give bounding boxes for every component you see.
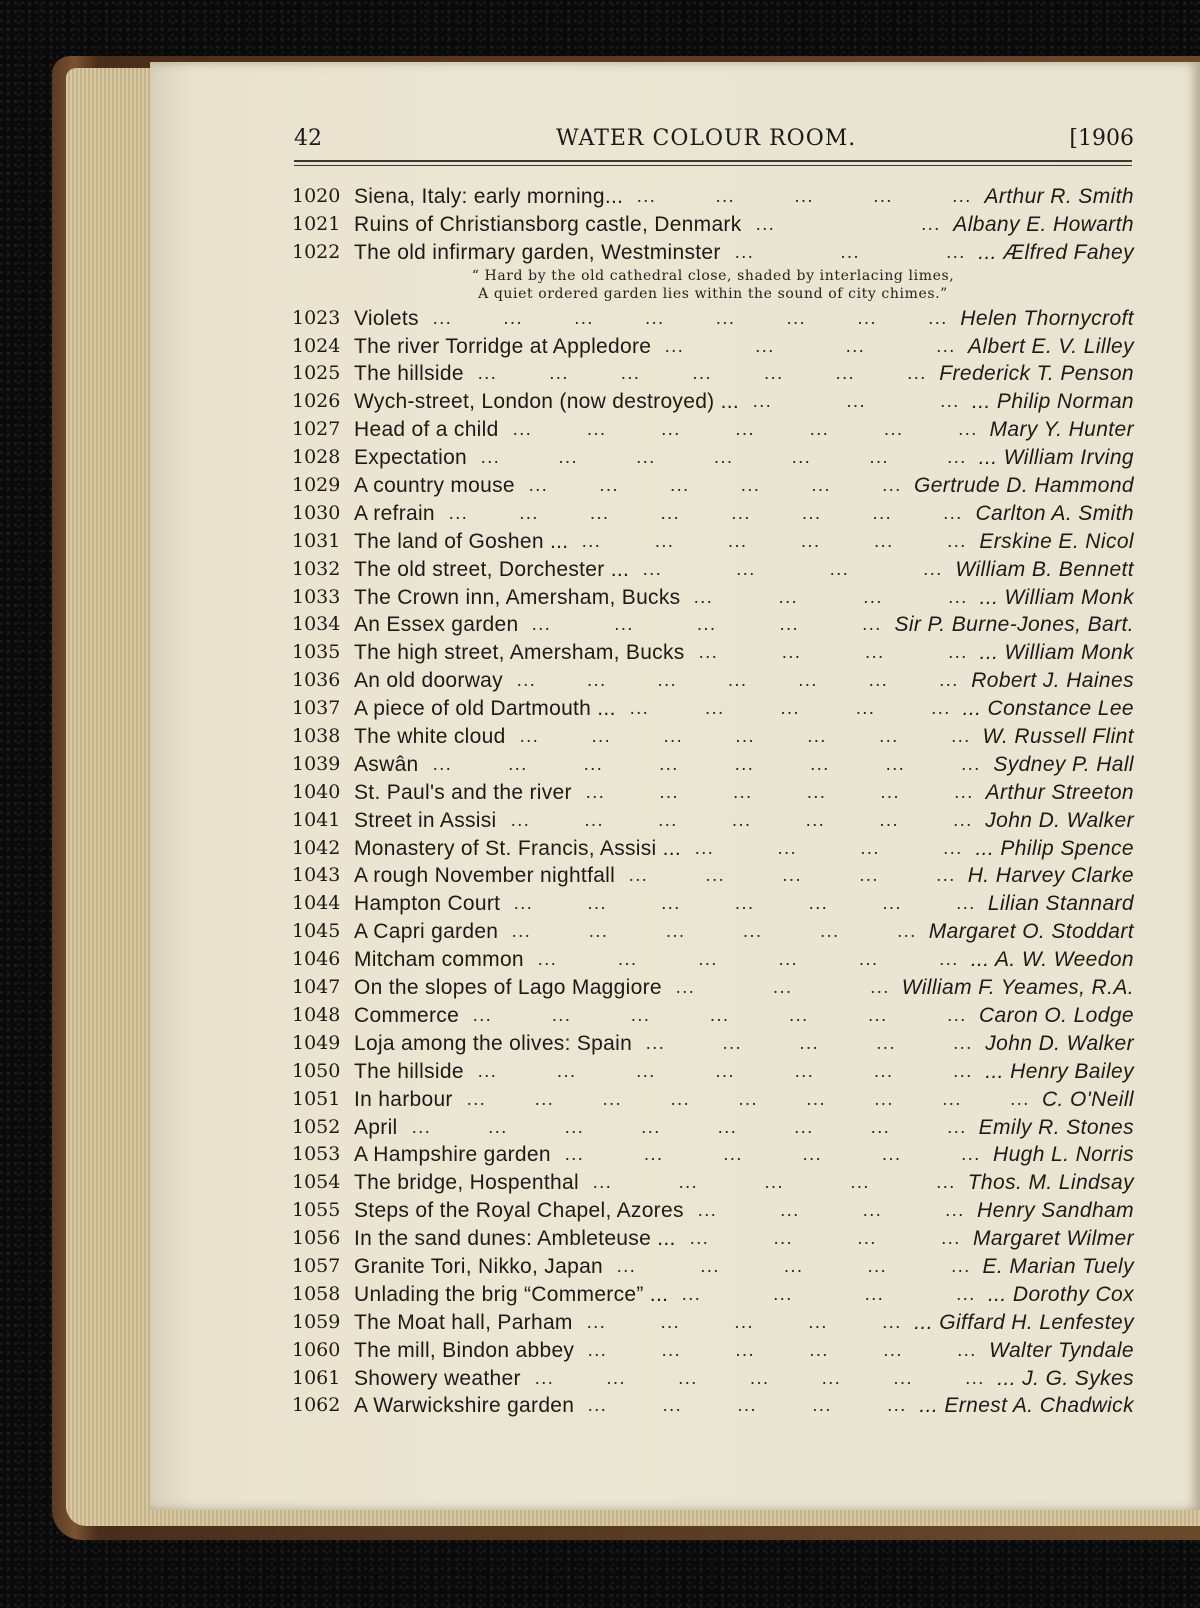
header-rule bbox=[294, 160, 1132, 162]
catalogue-number: 1030 bbox=[292, 501, 341, 524]
dot-leader: ... ... ... ... ... ... ... bbox=[517, 670, 959, 691]
artwork-title: On the slopes of Lago Maggiore bbox=[354, 976, 662, 1000]
artwork-title: The Moat hall, Parham bbox=[354, 1310, 573, 1334]
artist-name: Sir P. Burne-Jones, Bart. bbox=[894, 613, 1134, 637]
artwork-title: The old infirmary garden, Westminster bbox=[354, 240, 721, 264]
catalogue-number: 1032 bbox=[292, 557, 341, 580]
dot-leader: ... ... ... ... ... ... bbox=[565, 1144, 981, 1165]
list-item bbox=[292, 807, 1134, 835]
dot-leader: ... ... ... ... ... ... ... bbox=[478, 363, 927, 384]
artist-name: Hugh L. Norris bbox=[993, 1143, 1134, 1167]
dot-leader: ... ... ... ... bbox=[665, 335, 956, 356]
artist-name: Carlton A. Smith bbox=[975, 501, 1134, 525]
catalogue-number: 1050 bbox=[292, 1059, 341, 1082]
artist-name: H. Harvey Clarke bbox=[967, 864, 1134, 888]
artwork-title: A refrain bbox=[354, 501, 435, 525]
catalogue-number: 1039 bbox=[292, 752, 341, 775]
catalogue-number: 1020 bbox=[292, 185, 341, 207]
list-item bbox=[292, 444, 1134, 472]
dot-leader: ... ... ... ... ... bbox=[646, 1032, 973, 1053]
artwork-title: Granite Tori, Nikko, Japan bbox=[354, 1254, 604, 1278]
dot-leader: ... ... ... ... bbox=[695, 837, 963, 858]
artist-name: Arthur R. Smith bbox=[984, 185, 1134, 208]
artwork-title: Steps of the Royal Chapel, Azores bbox=[354, 1199, 684, 1223]
catalogue-number: 1041 bbox=[292, 808, 341, 831]
catalogue-number: 1028 bbox=[292, 446, 341, 469]
dot-leader: ... ... bbox=[756, 213, 941, 234]
dot-leader: ... ... ... ... ... ... bbox=[529, 475, 902, 496]
artwork-title: The land of Goshen ... bbox=[354, 529, 569, 553]
artist-name: Walter Tyndale bbox=[989, 1338, 1134, 1362]
catalogue-number: 1021 bbox=[292, 212, 341, 235]
artist-name: Caron O. Lodge bbox=[978, 1003, 1134, 1027]
artwork-title: A Warwickshire garden bbox=[354, 1394, 575, 1418]
dot-leader: ... ... ... ... ... ... ... bbox=[478, 1060, 973, 1081]
artist-name: Erskine E. Nicol bbox=[979, 529, 1134, 553]
artwork-title: The hillside bbox=[354, 362, 464, 386]
dot-leader: ... ... ... ... ... ... bbox=[538, 949, 959, 970]
catalogue-number: 1061 bbox=[292, 1366, 341, 1389]
artist-name: John D. Walker bbox=[985, 1031, 1134, 1055]
list-item bbox=[292, 611, 1134, 639]
catalogue-number: 1062 bbox=[292, 1394, 341, 1417]
catalogue-number: 1046 bbox=[292, 948, 341, 971]
list-item bbox=[292, 360, 1134, 388]
artist-name: ... Giffard H. Lenfestey bbox=[914, 1310, 1134, 1334]
artwork-title: St. Paul's and the river bbox=[354, 780, 572, 804]
artwork-title: April bbox=[354, 1115, 398, 1139]
dot-leader: ... ... ... bbox=[753, 391, 960, 412]
list-item bbox=[292, 695, 1134, 723]
dot-leader: ... ... ... ... ... ... bbox=[582, 530, 967, 551]
artwork-title: Street in Assisi bbox=[354, 808, 497, 832]
catalogue-number: 1044 bbox=[292, 892, 341, 915]
artist-name: Henry Sandham bbox=[977, 1199, 1134, 1223]
page-title: WATER COLOUR ROOM. bbox=[556, 126, 857, 151]
artwork-title: In the sand dunes: Ambleteuse ... bbox=[354, 1227, 676, 1251]
page-year: [1906 bbox=[1069, 126, 1134, 151]
artwork-title: Mitcham common bbox=[354, 948, 524, 972]
artist-name: Arthur Streeton bbox=[985, 780, 1134, 804]
artwork-title: Showery weather bbox=[354, 1366, 521, 1390]
list-item bbox=[292, 751, 1134, 779]
list-item bbox=[292, 1197, 1134, 1225]
artwork-title: In harbour bbox=[354, 1087, 453, 1111]
dot-leader: ... ... ... ... ... ... ... ... bbox=[433, 307, 948, 328]
artist-name: Thos. M. Lindsay bbox=[967, 1171, 1134, 1195]
list-item bbox=[292, 1392, 1134, 1420]
quote-line: A quiet ordered garden lies within the sound of city chimes.” bbox=[478, 285, 948, 302]
dot-leader: ... ... ... ... ... bbox=[593, 1172, 956, 1193]
artwork-title: A country mouse bbox=[354, 474, 515, 498]
catalogue-number: 1049 bbox=[292, 1031, 341, 1054]
list-item bbox=[292, 416, 1134, 444]
artwork-title: The mill, Bindon abbey bbox=[354, 1338, 575, 1362]
artist-name: ... William Monk bbox=[979, 641, 1134, 665]
artist-name: ... Ælfred Fahey bbox=[978, 240, 1134, 264]
artwork-title: Violets bbox=[354, 306, 419, 330]
dot-leader: ... ... ... ... ... ... ... ... bbox=[433, 753, 981, 774]
dot-leader: ... ... ... ... ... ... bbox=[586, 781, 974, 802]
artwork-title: Expectation bbox=[354, 446, 468, 470]
catalogue-number: 1042 bbox=[292, 836, 341, 859]
dot-leader: ... ... ... ... ... bbox=[617, 1255, 971, 1276]
artist-name: Margaret Wilmer bbox=[973, 1227, 1134, 1251]
catalogue-number: 1051 bbox=[292, 1087, 341, 1110]
catalogue-number: 1047 bbox=[292, 976, 341, 999]
artwork-title: The Crown inn, Amersham, Bucks bbox=[354, 585, 681, 609]
artwork-title: A Capri garden bbox=[354, 920, 499, 944]
list-item bbox=[292, 211, 1134, 239]
artist-name: Lilian Stannard bbox=[987, 892, 1134, 916]
artwork-title: A Hampshire garden bbox=[354, 1143, 551, 1167]
catalogue-number: 1060 bbox=[292, 1338, 341, 1361]
artist-name: ... William Monk bbox=[979, 585, 1134, 609]
list-item bbox=[292, 1281, 1134, 1309]
artist-name: Robert J. Haines bbox=[971, 669, 1134, 693]
list-item bbox=[292, 779, 1134, 807]
catalogue-number: 1055 bbox=[292, 1199, 341, 1222]
artwork-title: The hillside bbox=[354, 1059, 464, 1083]
list-item bbox=[292, 183, 1134, 211]
dot-leader: ... ... ... ... ... ... ... ... ... bbox=[467, 1088, 1030, 1109]
list-item bbox=[292, 556, 1134, 584]
artwork-title: An old doorway bbox=[354, 669, 503, 693]
list-item bbox=[292, 974, 1134, 1002]
list-item bbox=[292, 1365, 1134, 1393]
artist-name: C. O'Neill bbox=[1041, 1087, 1134, 1111]
artwork-title: A piece of old Dartmouth ... bbox=[354, 697, 616, 721]
artist-name: Margaret O. Stoddart bbox=[928, 920, 1134, 944]
catalogue-number: 1043 bbox=[292, 864, 341, 887]
artist-name: ... Dorothy Cox bbox=[987, 1282, 1134, 1306]
artist-name: Helen Thornycroft bbox=[960, 306, 1134, 330]
dot-leader: ... ... ... ... ... ... ... bbox=[520, 726, 971, 747]
artist-name: John D. Walker bbox=[985, 808, 1134, 832]
epigraph-quote bbox=[292, 267, 1134, 305]
list-item bbox=[292, 1169, 1134, 1197]
artwork-title: Wych-street, London (now destroyed) ... bbox=[354, 390, 740, 414]
artwork-title: Aswân bbox=[354, 752, 419, 776]
list-item bbox=[292, 388, 1134, 416]
list-item bbox=[292, 500, 1134, 528]
list-item bbox=[292, 1337, 1134, 1365]
list-item bbox=[292, 305, 1134, 333]
catalogue-number: 1045 bbox=[292, 920, 341, 943]
dot-leader: ... ... ... ... bbox=[698, 1200, 965, 1221]
artwork-title: Monastery of St. Francis, Assisi ... bbox=[354, 836, 682, 860]
dot-leader: ... ... ... ... ... ... ... ... bbox=[449, 502, 963, 523]
dot-leader: ... ... ... ... ... ... bbox=[512, 921, 917, 942]
dot-leader: ... ... ... ... ... ... bbox=[588, 1339, 977, 1360]
list-item bbox=[292, 835, 1134, 863]
list-item bbox=[292, 472, 1134, 500]
catalogue-number: 1036 bbox=[292, 669, 341, 692]
catalogue-number: 1033 bbox=[292, 585, 341, 608]
artwork-title: An Essex garden bbox=[354, 613, 519, 637]
catalogue-number: 1029 bbox=[292, 474, 341, 497]
dot-leader: ... ... ... ... ... ... ... bbox=[511, 809, 973, 830]
artist-name: W. Russell Flint bbox=[982, 725, 1134, 749]
artist-name: ... Henry Bailey bbox=[985, 1059, 1134, 1083]
artist-name: ... J. G. Sykes bbox=[997, 1366, 1134, 1390]
artist-name: Albany E. Howarth bbox=[953, 212, 1134, 236]
catalogue-number: 1038 bbox=[292, 725, 341, 748]
artist-name: ... Philip Norman bbox=[971, 390, 1134, 414]
catalogue-number: 1056 bbox=[292, 1227, 341, 1250]
artwork-title: A rough November nightfall bbox=[354, 864, 616, 888]
dot-leader: ... ... ... ... ... ... ... ... bbox=[412, 1116, 967, 1137]
list-item bbox=[292, 1225, 1134, 1253]
list-item bbox=[292, 1086, 1134, 1114]
list-item bbox=[292, 1253, 1134, 1281]
dot-leader: ... ... ... ... ... ... ... bbox=[513, 419, 978, 440]
artwork-title: The high street, Amersham, Bucks bbox=[354, 641, 685, 665]
artist-name: ... Constance Lee bbox=[962, 697, 1134, 721]
artwork-title: The old street, Dorchester ... bbox=[354, 557, 630, 581]
dot-leader: ... ... ... bbox=[735, 241, 966, 262]
artwork-title: The bridge, Hospenthal bbox=[354, 1171, 579, 1195]
running-head bbox=[294, 122, 1134, 162]
artwork-title: Head of a child bbox=[354, 418, 499, 442]
artist-name: Emily R. Stones bbox=[978, 1115, 1134, 1139]
catalogue-number: 1057 bbox=[292, 1254, 341, 1277]
artwork-title: Ruins of Christiansborg castle, Denmark bbox=[354, 212, 742, 236]
catalogue-number: 1035 bbox=[292, 641, 341, 664]
catalogue-number: 1034 bbox=[292, 613, 341, 636]
dot-leader: ... ... ... ... ... ... ... bbox=[481, 447, 967, 468]
dot-leader: ... ... ... ... ... ... ... bbox=[473, 1004, 967, 1025]
artist-name: ... Philip Spence bbox=[975, 836, 1134, 860]
page-number: 42 bbox=[294, 126, 322, 151]
artwork-title: Siena, Italy: early morning... bbox=[354, 185, 624, 208]
dot-leader: ... ... ... ... bbox=[694, 586, 968, 607]
dot-leader: ... ... ... ... bbox=[690, 1228, 961, 1249]
artist-name: ... William Irving bbox=[978, 446, 1134, 470]
artist-name: Gertrude D. Hammond bbox=[913, 474, 1134, 498]
artist-name: William B. Bennett bbox=[955, 557, 1134, 581]
quote-line: “ Hard by the old cathedral close, shaded by interlacing limes, bbox=[471, 267, 955, 284]
list-item bbox=[292, 890, 1134, 918]
dot-leader: ... ... ... ... ... bbox=[532, 614, 882, 635]
catalogue-number: 1024 bbox=[292, 334, 341, 357]
artwork-title: The white cloud bbox=[354, 725, 506, 749]
artwork-title: Hampton Court bbox=[354, 892, 501, 916]
dot-leader: ... ... ... ... ... ... ... bbox=[535, 1367, 985, 1388]
list-item bbox=[292, 862, 1134, 890]
dot-leader: ... ... ... ... ... ... ... bbox=[514, 893, 976, 914]
dot-leader: ... ... ... bbox=[676, 977, 890, 998]
catalogue-number: 1025 bbox=[292, 362, 341, 385]
list-item bbox=[292, 1309, 1134, 1337]
dot-leader: ... ... ... ... ... bbox=[587, 1311, 902, 1332]
list-item bbox=[292, 1030, 1134, 1058]
catalogue-number: 1037 bbox=[292, 697, 341, 720]
artist-name: Frederick T. Penson bbox=[939, 362, 1134, 386]
catalogue-number: 1040 bbox=[292, 780, 341, 803]
list-item bbox=[292, 1114, 1134, 1142]
list-item bbox=[292, 528, 1134, 556]
header-rule-thin bbox=[294, 165, 1132, 166]
list-item bbox=[292, 1002, 1134, 1030]
artist-name: Albert E. V. Lilley bbox=[968, 334, 1134, 358]
list-item bbox=[292, 946, 1134, 974]
artwork-title: The river Torridge at Appledore bbox=[354, 334, 652, 358]
dot-leader: ... ... ... ... ... bbox=[630, 698, 951, 719]
catalogue-list bbox=[292, 183, 1134, 1420]
catalogue-number: 1027 bbox=[292, 418, 341, 441]
list-item bbox=[292, 918, 1134, 946]
catalogue-number: 1059 bbox=[292, 1310, 341, 1333]
catalogue-number: 1053 bbox=[292, 1143, 341, 1166]
list-item bbox=[292, 1141, 1134, 1169]
artist-name: ... Ernest A. Chadwick bbox=[919, 1394, 1134, 1418]
catalogue-number: 1054 bbox=[292, 1171, 341, 1194]
catalogue-number: 1023 bbox=[292, 306, 341, 329]
list-item bbox=[292, 584, 1134, 612]
artwork-title: Unlading the brig “Commerce” ... bbox=[354, 1282, 669, 1306]
catalogue-number: 1031 bbox=[292, 529, 341, 552]
artwork-title: Commerce bbox=[354, 1003, 460, 1027]
dot-leader: ... ... ... ... ... bbox=[629, 865, 956, 886]
artist-name: E. Marian Tuely bbox=[982, 1254, 1134, 1278]
artist-name: Sydney P. Hall bbox=[993, 752, 1134, 776]
dot-leader: ... ... ... ... ... bbox=[588, 1395, 907, 1416]
list-item bbox=[292, 639, 1134, 667]
artist-name: William F. Yeames, R.A. bbox=[901, 976, 1134, 1000]
dot-leader: ... ... ... ... bbox=[699, 642, 968, 663]
catalogue-number: 1048 bbox=[292, 1003, 341, 1026]
list-item bbox=[292, 333, 1134, 361]
artwork-title: Loja among the olives: Spain bbox=[354, 1031, 633, 1055]
dot-leader: ... ... ... ... bbox=[643, 558, 943, 579]
list-item bbox=[292, 667, 1134, 695]
dot-leader: ... ... ... ... bbox=[682, 1283, 976, 1304]
list-item bbox=[292, 723, 1134, 751]
catalogue-number: 1022 bbox=[292, 240, 341, 263]
catalogue-number: 1052 bbox=[292, 1115, 341, 1138]
artist-name: Mary Y. Hunter bbox=[989, 418, 1134, 442]
catalogue-number: 1058 bbox=[292, 1282, 341, 1305]
list-item bbox=[292, 239, 1134, 267]
dot-leader: ... ... ... ... ... bbox=[637, 186, 972, 206]
list-item bbox=[292, 1058, 1134, 1086]
artist-name: ... A. W. Weedon bbox=[970, 948, 1134, 972]
catalogue-number: 1026 bbox=[292, 390, 341, 413]
